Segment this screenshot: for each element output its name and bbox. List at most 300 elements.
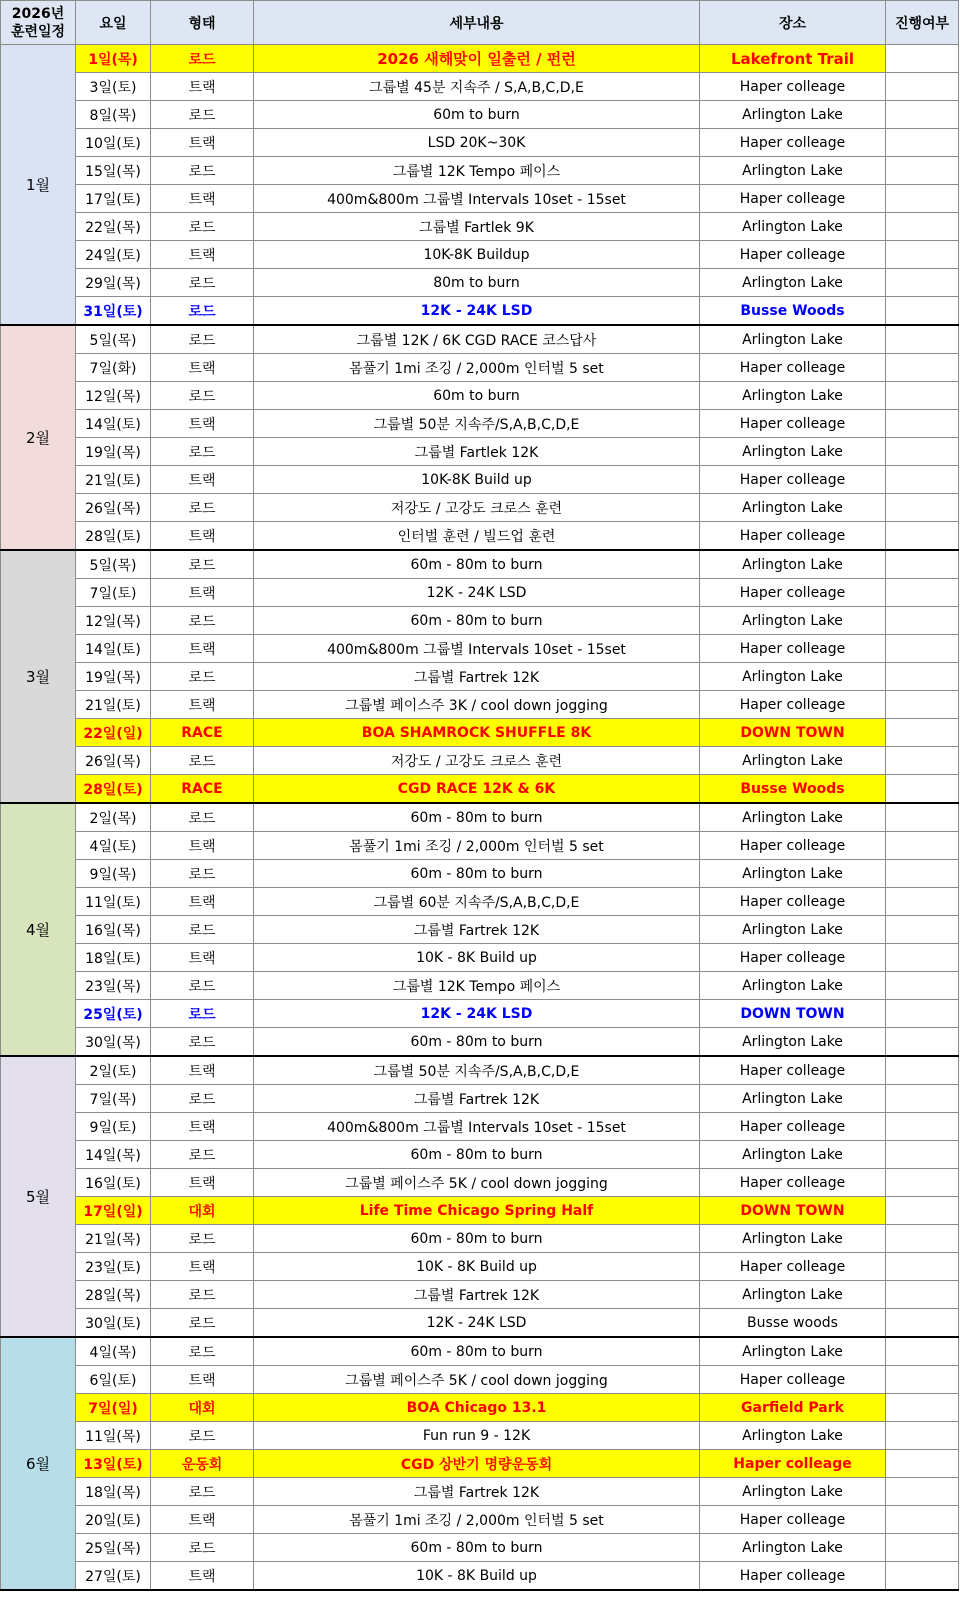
schedule-row bbox=[1, 101, 959, 129]
detail-cell: 60m - 80m to burn bbox=[254, 607, 700, 635]
header-row bbox=[1, 1, 959, 45]
type-cell: 트랙 bbox=[151, 410, 254, 438]
detail-cell: 그룹별 Fartrek 12K bbox=[254, 1085, 700, 1113]
status-cell[interactable] bbox=[886, 860, 959, 888]
detail-cell: 12K - 24K LSD bbox=[254, 1309, 700, 1338]
status-cell[interactable] bbox=[886, 1309, 959, 1338]
place-cell: Arlington Lake bbox=[700, 101, 886, 129]
status-cell[interactable] bbox=[886, 129, 959, 157]
detail-cell: LSD 20K~30K bbox=[254, 129, 700, 157]
type-cell: 트랙 bbox=[151, 1113, 254, 1141]
day-cell: 11일(토) bbox=[76, 888, 151, 916]
day-cell: 21일(목) bbox=[76, 1225, 151, 1253]
day-cell: 21일(토) bbox=[76, 691, 151, 719]
place-cell: DOWN TOWN bbox=[700, 719, 886, 747]
place-cell: Haper colleage bbox=[700, 944, 886, 972]
type-cell: 트랙 bbox=[151, 1056, 254, 1085]
place-cell: Haper colleage bbox=[700, 1056, 886, 1085]
day-cell: 4일(목) bbox=[76, 1337, 151, 1366]
detail-cell: 그룹별 Fartlek 9K bbox=[254, 213, 700, 241]
place-cell: Busse Woods bbox=[700, 297, 886, 326]
day-cell: 7일(화) bbox=[76, 354, 151, 382]
detail-cell: 400m&800m 그룹별 Intervals 10set - 15set bbox=[254, 185, 700, 213]
detail-cell: 저강도 / 고강도 크로스 훈련 bbox=[254, 747, 700, 775]
status-cell[interactable] bbox=[886, 494, 959, 522]
detail-cell: 그룹별 Fartrek 12K bbox=[254, 1281, 700, 1309]
detail-cell: 60m - 80m to burn bbox=[254, 550, 700, 579]
place-cell: Haper colleage bbox=[700, 1562, 886, 1591]
schedule-row bbox=[1, 691, 959, 719]
schedule-row bbox=[1, 129, 959, 157]
status-cell[interactable] bbox=[886, 691, 959, 719]
status-cell[interactable] bbox=[886, 213, 959, 241]
detail-cell: 12K - 24K LSD bbox=[254, 579, 700, 607]
place-cell: Haper colleage bbox=[700, 579, 886, 607]
detail-cell: 저강도 / 고강도 크로스 훈련 bbox=[254, 494, 700, 522]
status-cell[interactable] bbox=[886, 1281, 959, 1309]
detail-cell: 12K - 24K LSD bbox=[254, 1000, 700, 1028]
status-cell[interactable] bbox=[886, 719, 959, 747]
place-cell: Arlington Lake bbox=[700, 972, 886, 1000]
schedule-row bbox=[1, 719, 959, 747]
schedule-row bbox=[1, 1056, 959, 1085]
schedule-row bbox=[1, 972, 959, 1000]
day-cell: 17일(일) bbox=[76, 1197, 151, 1225]
month-label: 5월 bbox=[1, 1056, 76, 1337]
schedule-row bbox=[1, 1506, 959, 1534]
header-type: 형태 bbox=[151, 1, 254, 45]
place-cell: Arlington Lake bbox=[700, 1085, 886, 1113]
day-cell: 5일(목) bbox=[76, 325, 151, 354]
type-cell: 트랙 bbox=[151, 944, 254, 972]
day-cell: 10일(토) bbox=[76, 129, 151, 157]
detail-cell: Fun run 9 - 12K bbox=[254, 1422, 700, 1450]
header-year-cell bbox=[1, 1, 76, 45]
type-cell: 트랙 bbox=[151, 129, 254, 157]
schedule-row bbox=[1, 213, 959, 241]
schedule-row bbox=[1, 297, 959, 326]
schedule-row bbox=[1, 832, 959, 860]
header-place: 장소 bbox=[700, 1, 886, 45]
header-status: 진행여부 bbox=[886, 1, 959, 45]
type-cell: 트랙 bbox=[151, 1366, 254, 1394]
place-cell: Arlington Lake bbox=[700, 1141, 886, 1169]
type-cell: 로드 bbox=[151, 325, 254, 354]
status-cell[interactable] bbox=[886, 297, 959, 326]
day-cell: 18일(목) bbox=[76, 1478, 151, 1506]
detail-cell: 10K-8K Buildup bbox=[254, 241, 700, 269]
day-cell: 4일(토) bbox=[76, 832, 151, 860]
type-cell: 트랙 bbox=[151, 1562, 254, 1591]
status-cell[interactable] bbox=[886, 241, 959, 269]
schedule-row bbox=[1, 522, 959, 551]
schedule-row bbox=[1, 410, 959, 438]
status-cell[interactable] bbox=[886, 916, 959, 944]
place-cell: Arlington Lake bbox=[700, 550, 886, 579]
detail-cell: 10K - 8K Build up bbox=[254, 1562, 700, 1591]
type-cell: RACE bbox=[151, 775, 254, 804]
schedule-row bbox=[1, 579, 959, 607]
schedule-row bbox=[1, 1534, 959, 1562]
type-cell: 로드 bbox=[151, 1085, 254, 1113]
day-cell: 21일(토) bbox=[76, 466, 151, 494]
status-cell[interactable] bbox=[886, 1197, 959, 1225]
status-cell[interactable] bbox=[886, 466, 959, 494]
schedule-row bbox=[1, 354, 959, 382]
status-cell[interactable] bbox=[886, 747, 959, 775]
place-cell: Haper colleage bbox=[700, 1450, 886, 1478]
place-cell: Arlington Lake bbox=[700, 1225, 886, 1253]
type-cell: 트랙 bbox=[151, 466, 254, 494]
schedule-row bbox=[1, 607, 959, 635]
detail-cell: 12K - 24K LSD bbox=[254, 297, 700, 326]
header-detail: 세부내용 bbox=[254, 1, 700, 45]
type-cell: 대회 bbox=[151, 1197, 254, 1225]
day-cell: 12일(목) bbox=[76, 382, 151, 410]
status-cell[interactable] bbox=[886, 663, 959, 691]
day-cell: 19일(목) bbox=[76, 438, 151, 466]
place-cell: Haper colleage bbox=[700, 522, 886, 551]
header-training-label: 훈련일정 bbox=[10, 23, 66, 40]
schedule-row bbox=[1, 1141, 959, 1169]
schedule-row bbox=[1, 185, 959, 213]
place-cell: Arlington Lake bbox=[700, 607, 886, 635]
day-cell: 17일(토) bbox=[76, 185, 151, 213]
detail-cell: 10K - 8K Build up bbox=[254, 1253, 700, 1281]
place-cell: DOWN TOWN bbox=[700, 1000, 886, 1028]
type-cell: 트랙 bbox=[151, 522, 254, 551]
detail-cell: 60m - 80m to burn bbox=[254, 1141, 700, 1169]
detail-cell: 그룹별 50분 지속주/S,A,B,C,D,E bbox=[254, 1056, 700, 1085]
place-cell: Arlington Lake bbox=[700, 1478, 886, 1506]
schedule-row bbox=[1, 550, 959, 579]
detail-cell: 그룹별 페이스주 5K / cool down jogging bbox=[254, 1366, 700, 1394]
status-cell[interactable] bbox=[886, 1478, 959, 1506]
day-cell: 31일(토) bbox=[76, 297, 151, 326]
detail-cell: 10K - 8K Build up bbox=[254, 944, 700, 972]
schedule-row bbox=[1, 73, 959, 101]
type-cell: 로드 bbox=[151, 1281, 254, 1309]
status-cell[interactable] bbox=[886, 635, 959, 663]
status-cell[interactable] bbox=[886, 410, 959, 438]
type-cell: 로드 bbox=[151, 663, 254, 691]
type-cell: 로드 bbox=[151, 382, 254, 410]
status-cell[interactable] bbox=[886, 803, 959, 832]
place-cell: Arlington Lake bbox=[700, 916, 886, 944]
day-cell: 28일(토) bbox=[76, 522, 151, 551]
day-cell: 22일(목) bbox=[76, 213, 151, 241]
detail-cell: 인터벌 훈련 / 빌드업 훈련 bbox=[254, 522, 700, 551]
status-cell[interactable] bbox=[886, 522, 959, 551]
type-cell: 로드 bbox=[151, 297, 254, 326]
type-cell: 로드 bbox=[151, 1534, 254, 1562]
type-cell: 로드 bbox=[151, 1000, 254, 1028]
day-cell: 30일(목) bbox=[76, 1028, 151, 1057]
place-cell: DOWN TOWN bbox=[700, 1197, 886, 1225]
type-cell: 로드 bbox=[151, 1337, 254, 1366]
detail-cell: 몸풀기 1mi 조깅 / 2,000m 인터벌 5 set bbox=[254, 1506, 700, 1534]
day-cell: 23일(목) bbox=[76, 972, 151, 1000]
status-cell[interactable] bbox=[886, 1394, 959, 1422]
schedule-body bbox=[1, 45, 959, 1591]
status-cell[interactable] bbox=[886, 607, 959, 635]
schedule-row bbox=[1, 1225, 959, 1253]
detail-cell: 그룹별 60분 지속주/S,A,B,C,D,E bbox=[254, 888, 700, 916]
detail-cell: 그룹별 12K / 6K CGD RACE 코스답사 bbox=[254, 325, 700, 354]
place-cell: Arlington Lake bbox=[700, 1281, 886, 1309]
type-cell: 로드 bbox=[151, 213, 254, 241]
detail-cell: 그룹별 12K Tempo 페이스 bbox=[254, 972, 700, 1000]
schedule-row bbox=[1, 1113, 959, 1141]
status-cell[interactable] bbox=[886, 832, 959, 860]
detail-cell: 60m to burn bbox=[254, 382, 700, 410]
header-year-label: 2026년 bbox=[11, 5, 65, 22]
type-cell: 트랙 bbox=[151, 241, 254, 269]
day-cell: 14일(토) bbox=[76, 635, 151, 663]
header-day: 요일 bbox=[76, 1, 151, 45]
day-cell: 29일(목) bbox=[76, 269, 151, 297]
status-cell[interactable] bbox=[886, 1422, 959, 1450]
type-cell: 로드 bbox=[151, 1225, 254, 1253]
day-cell: 6일(토) bbox=[76, 1366, 151, 1394]
status-cell[interactable] bbox=[886, 354, 959, 382]
detail-cell: 그룹별 페이스주 5K / cool down jogging bbox=[254, 1169, 700, 1197]
status-cell[interactable] bbox=[886, 1366, 959, 1394]
day-cell: 24일(토) bbox=[76, 241, 151, 269]
day-cell: 7일(일) bbox=[76, 1394, 151, 1422]
status-cell[interactable] bbox=[886, 1141, 959, 1169]
day-cell: 9일(토) bbox=[76, 1113, 151, 1141]
detail-cell: 몸풀기 1mi 조깅 / 2,000m 인터벌 5 set bbox=[254, 354, 700, 382]
place-cell: Haper colleage bbox=[700, 129, 886, 157]
day-cell: 3일(토) bbox=[76, 73, 151, 101]
day-cell: 18일(토) bbox=[76, 944, 151, 972]
status-cell[interactable] bbox=[886, 1534, 959, 1562]
type-cell: 대회 bbox=[151, 1394, 254, 1422]
day-cell: 15일(목) bbox=[76, 157, 151, 185]
place-cell: Busse Woods bbox=[700, 775, 886, 804]
day-cell: 1일(목) bbox=[76, 45, 151, 73]
detail-cell: 그룹별 페이스주 3K / cool down jogging bbox=[254, 691, 700, 719]
schedule-row bbox=[1, 494, 959, 522]
status-cell[interactable] bbox=[886, 1506, 959, 1534]
place-cell: Garfield Park bbox=[700, 1394, 886, 1422]
type-cell: 로드 bbox=[151, 157, 254, 185]
detail-cell: 60m - 80m to burn bbox=[254, 803, 700, 832]
detail-cell: 80m to burn bbox=[254, 269, 700, 297]
place-cell: Arlington Lake bbox=[700, 382, 886, 410]
status-cell[interactable] bbox=[886, 1056, 959, 1085]
detail-cell: BOA Chicago 13.1 bbox=[254, 1394, 700, 1422]
status-cell[interactable] bbox=[886, 269, 959, 297]
schedule-row bbox=[1, 45, 959, 73]
day-cell: 19일(목) bbox=[76, 663, 151, 691]
schedule-row bbox=[1, 1366, 959, 1394]
type-cell: 로드 bbox=[151, 45, 254, 73]
status-cell[interactable] bbox=[886, 972, 959, 1000]
place-cell: Haper colleage bbox=[700, 1366, 886, 1394]
schedule-row bbox=[1, 916, 959, 944]
place-cell: Haper colleage bbox=[700, 354, 886, 382]
schedule-row bbox=[1, 269, 959, 297]
status-cell[interactable] bbox=[886, 157, 959, 185]
status-cell[interactable] bbox=[886, 944, 959, 972]
place-cell: Haper colleage bbox=[700, 888, 886, 916]
place-cell: Haper colleage bbox=[700, 1113, 886, 1141]
type-cell: 운동회 bbox=[151, 1450, 254, 1478]
day-cell: 14일(토) bbox=[76, 410, 151, 438]
type-cell: 로드 bbox=[151, 1141, 254, 1169]
status-cell[interactable] bbox=[886, 1113, 959, 1141]
detail-cell: 60m - 80m to burn bbox=[254, 860, 700, 888]
place-cell: Haper colleage bbox=[700, 466, 886, 494]
schedule-row bbox=[1, 1562, 959, 1591]
place-cell: Haper colleage bbox=[700, 73, 886, 101]
place-cell: Arlington Lake bbox=[700, 325, 886, 354]
type-cell: 로드 bbox=[151, 494, 254, 522]
detail-cell: 10K-8K Build up bbox=[254, 466, 700, 494]
status-cell[interactable] bbox=[886, 325, 959, 354]
day-cell: 13일(토) bbox=[76, 1450, 151, 1478]
detail-cell: 60m to burn bbox=[254, 101, 700, 129]
schedule-row bbox=[1, 1450, 959, 1478]
type-cell: 로드 bbox=[151, 101, 254, 129]
status-cell[interactable] bbox=[886, 579, 959, 607]
detail-cell: CGD RACE 12K & 6K bbox=[254, 775, 700, 804]
schedule-row bbox=[1, 803, 959, 832]
place-cell: Arlington Lake bbox=[700, 269, 886, 297]
status-cell[interactable] bbox=[886, 45, 959, 73]
place-cell: Haper colleage bbox=[700, 1253, 886, 1281]
day-cell: 14일(목) bbox=[76, 1141, 151, 1169]
status-cell[interactable] bbox=[886, 1000, 959, 1028]
day-cell: 7일(토) bbox=[76, 579, 151, 607]
status-cell[interactable] bbox=[886, 1028, 959, 1057]
detail-cell: 60m - 80m to burn bbox=[254, 1028, 700, 1057]
day-cell: 9일(목) bbox=[76, 860, 151, 888]
day-cell: 26일(목) bbox=[76, 494, 151, 522]
detail-cell: 그룹별 Fartrek 12K bbox=[254, 1478, 700, 1506]
month-label: 6월 bbox=[1, 1337, 76, 1590]
type-cell: 로드 bbox=[151, 1028, 254, 1057]
day-cell: 30일(토) bbox=[76, 1309, 151, 1338]
detail-cell: 그룹별 Fartrek 12K bbox=[254, 663, 700, 691]
detail-cell: 60m - 80m to burn bbox=[254, 1534, 700, 1562]
day-cell: 16일(목) bbox=[76, 916, 151, 944]
detail-cell: 그룹별 Fartlek 12K bbox=[254, 438, 700, 466]
schedule-row bbox=[1, 382, 959, 410]
schedule-row bbox=[1, 635, 959, 663]
type-cell: 로드 bbox=[151, 1478, 254, 1506]
detail-cell: 60m - 80m to burn bbox=[254, 1337, 700, 1366]
day-cell: 23일(토) bbox=[76, 1253, 151, 1281]
status-cell[interactable] bbox=[886, 1169, 959, 1197]
detail-cell: 60m - 80m to burn bbox=[254, 1225, 700, 1253]
place-cell: Haper colleage bbox=[700, 1506, 886, 1534]
status-cell[interactable] bbox=[886, 775, 959, 804]
place-cell: Busse woods bbox=[700, 1309, 886, 1338]
status-cell[interactable] bbox=[886, 550, 959, 579]
type-cell: RACE bbox=[151, 719, 254, 747]
place-cell: Arlington Lake bbox=[700, 438, 886, 466]
schedule-row bbox=[1, 1478, 959, 1506]
day-cell: 11일(목) bbox=[76, 1422, 151, 1450]
schedule-row bbox=[1, 775, 959, 804]
status-cell[interactable] bbox=[886, 1337, 959, 1366]
place-cell: Arlington Lake bbox=[700, 494, 886, 522]
status-cell[interactable] bbox=[886, 1562, 959, 1591]
type-cell: 로드 bbox=[151, 860, 254, 888]
status-cell[interactable] bbox=[886, 888, 959, 916]
status-cell[interactable] bbox=[886, 101, 959, 129]
day-cell: 26일(목) bbox=[76, 747, 151, 775]
place-cell: Haper colleage bbox=[700, 635, 886, 663]
place-cell: Lakefront Trail bbox=[700, 45, 886, 73]
status-cell[interactable] bbox=[886, 1085, 959, 1113]
schedule-row bbox=[1, 663, 959, 691]
month-label: 1월 bbox=[1, 45, 76, 326]
schedule-row bbox=[1, 1000, 959, 1028]
status-cell[interactable] bbox=[886, 1450, 959, 1478]
detail-cell: 몸풀기 1mi 조깅 / 2,000m 인터벌 5 set bbox=[254, 832, 700, 860]
type-cell: 트랙 bbox=[151, 73, 254, 101]
schedule-row bbox=[1, 1253, 959, 1281]
detail-cell: CGD 상반기 명량운동회 bbox=[254, 1450, 700, 1478]
detail-cell: 400m&800m 그룹별 Intervals 10set - 15set bbox=[254, 1113, 700, 1141]
schedule-row bbox=[1, 241, 959, 269]
place-cell: Arlington Lake bbox=[700, 747, 886, 775]
schedule-row bbox=[1, 888, 959, 916]
schedule-row bbox=[1, 1197, 959, 1225]
day-cell: 2일(목) bbox=[76, 803, 151, 832]
status-cell[interactable] bbox=[886, 438, 959, 466]
place-cell: Arlington Lake bbox=[700, 1028, 886, 1057]
day-cell: 16일(토) bbox=[76, 1169, 151, 1197]
place-cell: Arlington Lake bbox=[700, 1534, 886, 1562]
type-cell: 트랙 bbox=[151, 1253, 254, 1281]
schedule-row bbox=[1, 1422, 959, 1450]
day-cell: 8일(목) bbox=[76, 101, 151, 129]
place-cell: Haper colleage bbox=[700, 185, 886, 213]
status-cell[interactable] bbox=[886, 382, 959, 410]
status-cell[interactable] bbox=[886, 1253, 959, 1281]
type-cell: 로드 bbox=[151, 607, 254, 635]
schedule-row bbox=[1, 1281, 959, 1309]
place-cell: Arlington Lake bbox=[700, 663, 886, 691]
day-cell: 5일(목) bbox=[76, 550, 151, 579]
place-cell: Arlington Lake bbox=[700, 157, 886, 185]
type-cell: 로드 bbox=[151, 269, 254, 297]
schedule-row bbox=[1, 944, 959, 972]
day-cell: 28일(토) bbox=[76, 775, 151, 804]
detail-cell: 그룹별 50분 지속주/S,A,B,C,D,E bbox=[254, 410, 700, 438]
status-cell[interactable] bbox=[886, 73, 959, 101]
type-cell: 트랙 bbox=[151, 185, 254, 213]
type-cell: 트랙 bbox=[151, 579, 254, 607]
type-cell: 트랙 bbox=[151, 354, 254, 382]
status-cell[interactable] bbox=[886, 1225, 959, 1253]
place-cell: Arlington Lake bbox=[700, 213, 886, 241]
type-cell: 로드 bbox=[151, 550, 254, 579]
day-cell: 20일(토) bbox=[76, 1506, 151, 1534]
type-cell: 로드 bbox=[151, 438, 254, 466]
schedule-row bbox=[1, 1085, 959, 1113]
detail-cell: Life Time Chicago Spring Half bbox=[254, 1197, 700, 1225]
status-cell[interactable] bbox=[886, 185, 959, 213]
place-cell: Haper colleage bbox=[700, 691, 886, 719]
detail-cell: 그룹별 Fartrek 12K bbox=[254, 916, 700, 944]
day-cell: 2일(토) bbox=[76, 1056, 151, 1085]
